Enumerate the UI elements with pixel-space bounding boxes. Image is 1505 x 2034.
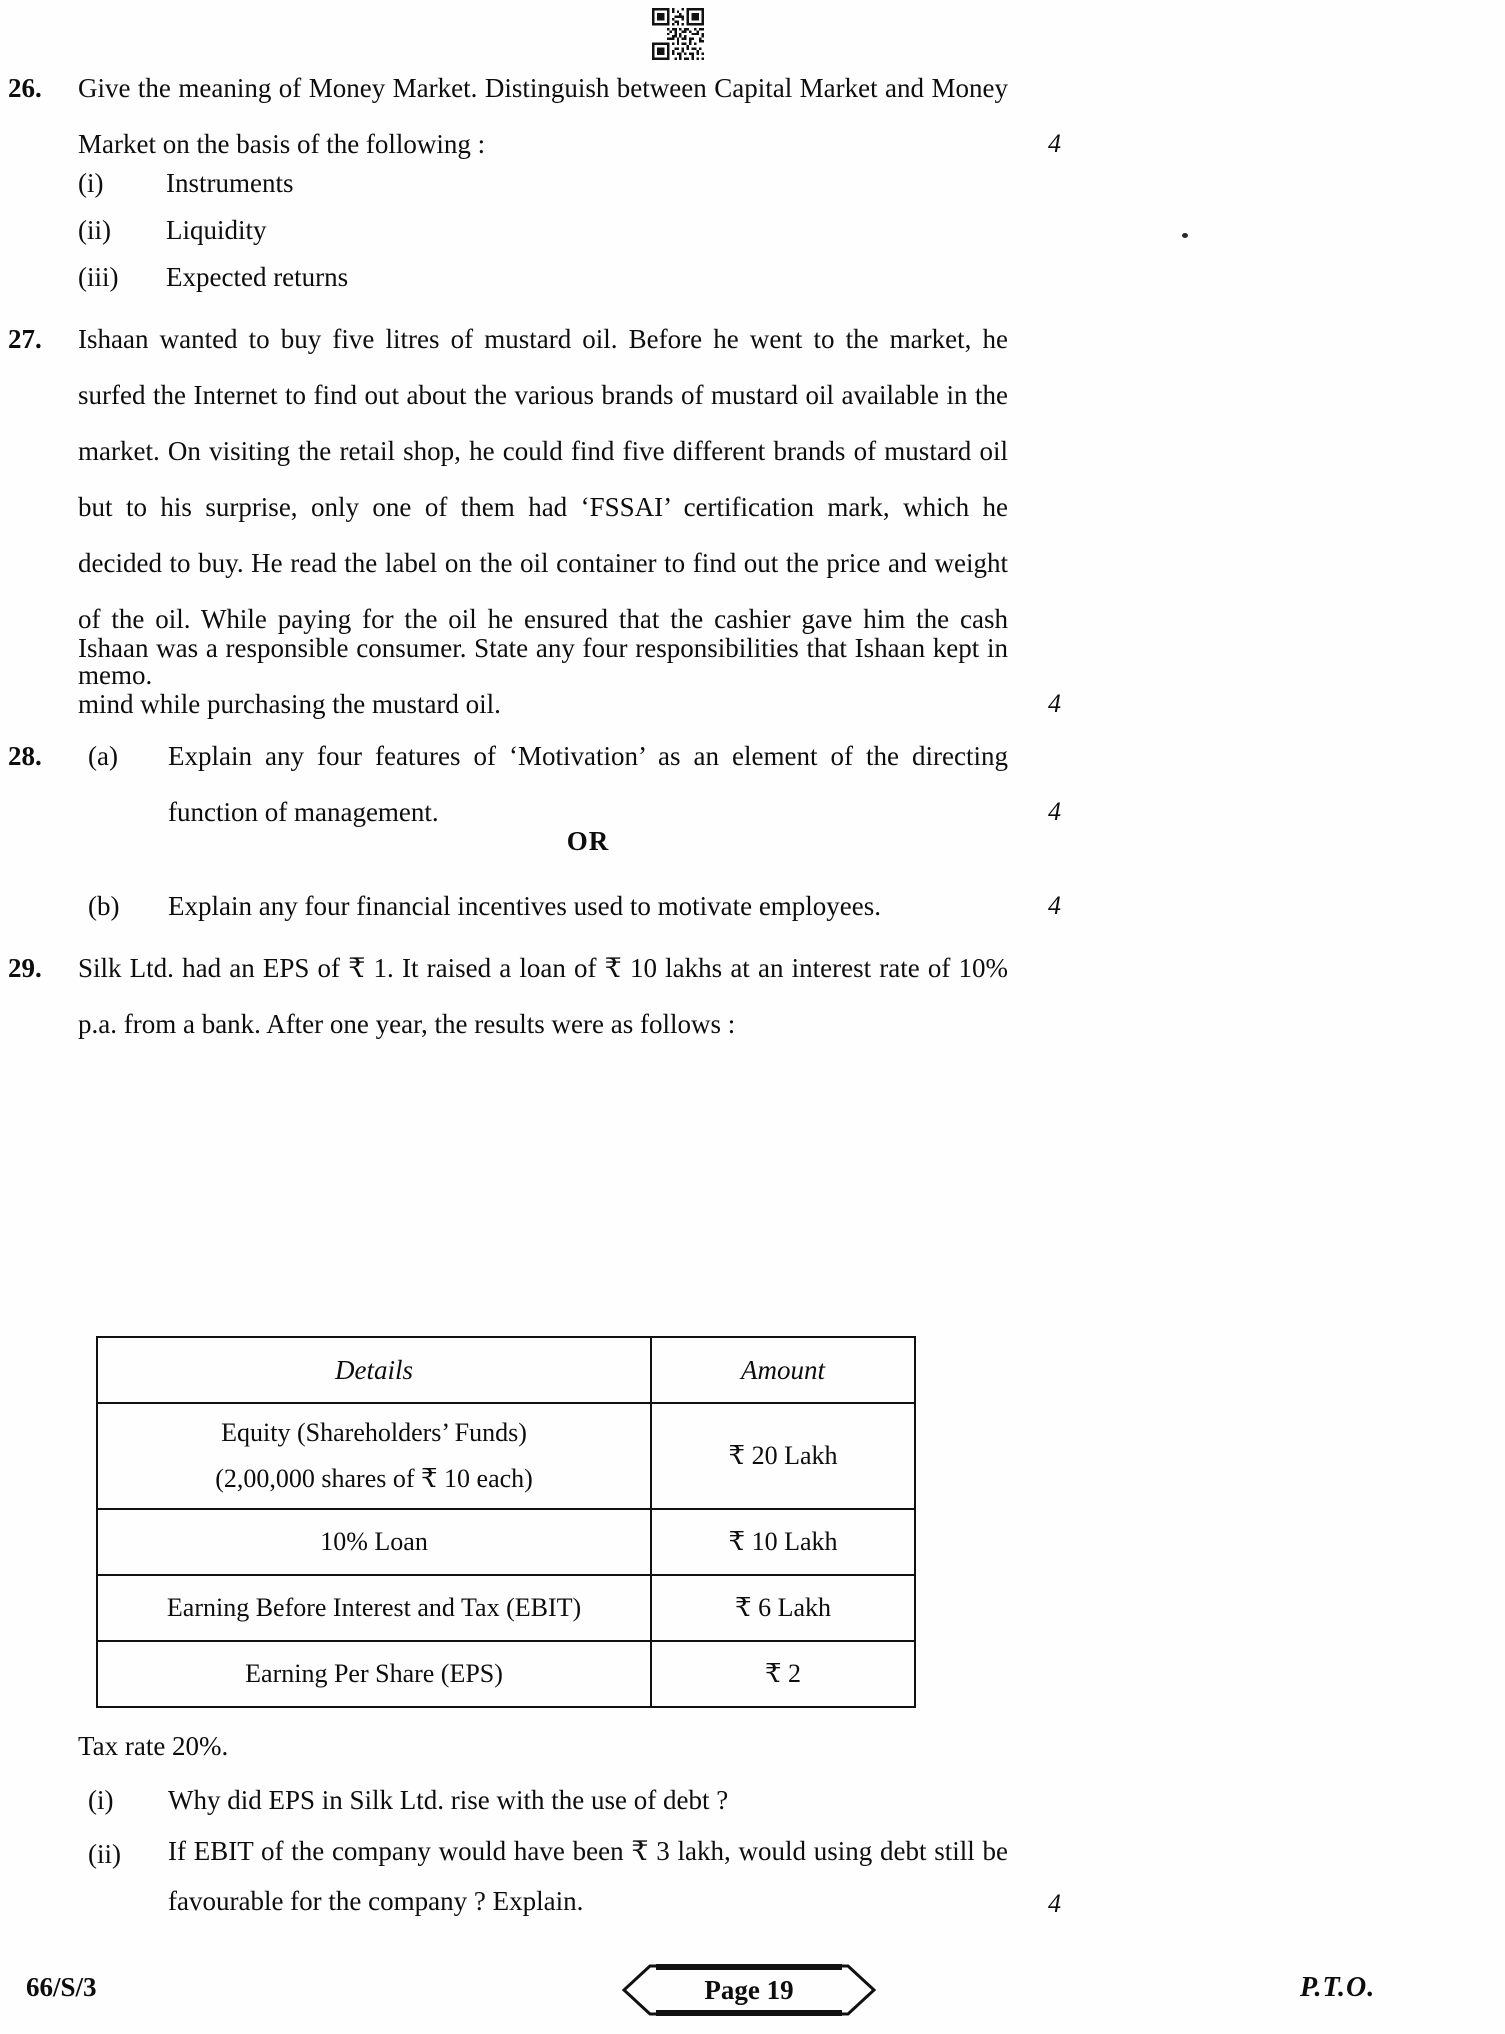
question-28-option-a-label: (a): [88, 741, 118, 771]
question-26-sub-items: [78, 160, 1008, 301]
question-28-option-b-marks: 4: [1048, 891, 1061, 920]
sub-item-label: (i): [78, 168, 104, 198]
question-27-number: 27.: [8, 324, 42, 354]
table-cell-details: Earning Per Share (EPS): [97, 1641, 651, 1707]
table-row: [97, 1641, 915, 1707]
list-item: [78, 160, 1008, 207]
tax-rate-note: Tax rate 20%.: [78, 1731, 229, 1761]
financial-results-table: [96, 1336, 916, 1708]
question-28-option-b-text: Explain any four financial incentives used to motivate employees.: [168, 891, 882, 921]
question-27-paragraph-1: Ishaan wanted to buy five litres of mustard oil. Before he went to the market, he surfed the Internet to find out about the various brands of mustard oil available in the market. On visiting the retail shop, he could find five different brands of mustard oil but to his surprise, only one of them had ‘FSSAI’ certification mark, which he decided to buy. He read the label on the oil container to find out the price and weight of the oil. While paying for the oil he ensured that the cashier gave him the cash memo.: [78, 324, 1008, 690]
column-header-details: Details: [97, 1337, 651, 1403]
sub-item-text: Why did EPS in Silk Ltd. rise with the use of debt ?: [168, 1785, 729, 1815]
question-29-text: Silk Ltd. had an EPS of ₹ 1. It raised a loan of ₹ 10 lakhs at an interest rate of 10% p.a. from a bank. After one year, the results were as follows :: [78, 953, 1008, 1039]
table-cell-amount: ₹ 2: [651, 1641, 915, 1707]
sub-item-text: If EBIT of the company would have been ₹ 3 lakh, would using debt still be favourable for the company ? Explain.: [168, 1836, 1008, 1916]
qr-code-glyph: [652, 8, 704, 60]
page-label: Page 19: [704, 1975, 794, 2005]
table-cell-amount: ₹ 6 Lakh: [651, 1575, 915, 1641]
question-29-number: 29.: [8, 953, 42, 983]
sub-item-label: (iii): [78, 262, 119, 292]
question-26-marks: 4: [1048, 129, 1061, 158]
qr-code: [652, 8, 704, 60]
question-28-option-a-marks: 4: [1048, 797, 1061, 826]
table-row: [97, 1403, 915, 1509]
question-28-option-a-text: Explain any four features of ‘Motivation’ as an element of the directing function of management.: [168, 741, 1008, 827]
ink-speck: [1182, 233, 1188, 238]
table-row: [97, 1509, 915, 1575]
sub-item-text: Instruments: [166, 168, 294, 198]
question-27-marks: 4: [1048, 689, 1061, 718]
question-28-number: 28.: [8, 741, 42, 771]
question-29-marks: 4: [1048, 1889, 1061, 1918]
question-26-text: Give the meaning of Money Market. Distinguish between Capital Market and Money Market on the basis of the following :: [78, 73, 1008, 159]
details-line-2: (2,00,000 shares of ₹ 10 each): [215, 1464, 533, 1493]
table-row: [97, 1575, 915, 1641]
table-cell-details: 10% Loan: [97, 1509, 651, 1575]
table-cell-details: Earning Before Interest and Tax (EBIT): [97, 1575, 651, 1641]
sub-item-text: Expected returns: [166, 262, 349, 292]
question-26-number: 26.: [8, 73, 42, 103]
table-cell-amount: ₹ 20 Lakh: [651, 1403, 915, 1509]
list-item: [78, 207, 1008, 254]
or-separator: OR: [566, 826, 610, 856]
question-28-option-b-label: (b): [88, 891, 120, 921]
table-cell-amount: ₹ 10 Lakh: [651, 1509, 915, 1575]
details-line-1: Equity (Shareholders’ Funds): [221, 1418, 527, 1447]
question-27-paragraph-2: Ishaan was a responsible consumer. State any four responsibilities that Ishaan kept in mind while purchasing the mustard oil.: [78, 633, 1008, 719]
table-cell-details: [97, 1403, 651, 1509]
page-number-badge: [620, 1962, 878, 2018]
sub-item-label: (i): [88, 1785, 114, 1815]
table-header-row: [97, 1337, 915, 1403]
sub-item-label: (ii): [78, 215, 111, 245]
paper-code: 66/S/3: [26, 1972, 97, 2002]
sub-item-text: Liquidity: [166, 215, 267, 245]
column-header-amount: Amount: [651, 1337, 915, 1403]
turn-over-label: P.T.O.: [1300, 1972, 1376, 2003]
list-item: [78, 254, 1008, 301]
sub-item-label: (ii): [88, 1839, 121, 1869]
